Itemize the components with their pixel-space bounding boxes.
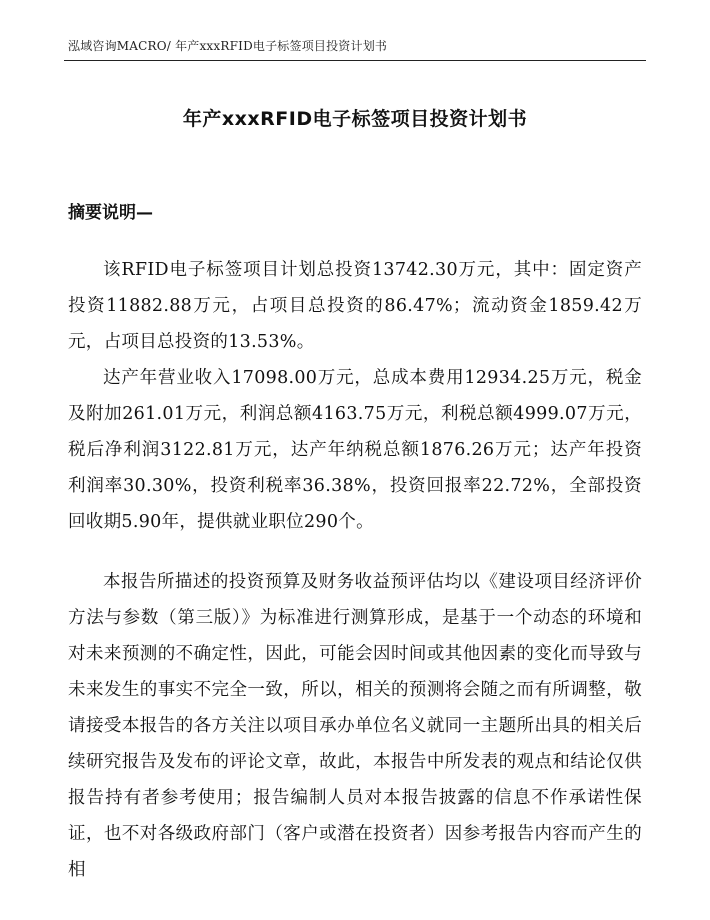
header-divider [64,60,646,61]
paragraph-disclaimer: 本报告所描述的投资预算及财务收益预评估均以《建设项目经济评价方法与参数（第三版）》为标准进行测算形成，是基于一个动态的环境和对未来预测的不确定性，因此，可能会因时间或其他因素的变化而导致与未来发生的事实不完全一致，所以，相关的预测将会随之而有所调整，敬请接受本报告的各方关注以项目承办单位名义就同一主题所出具的相关后续研究报告及发布的评论文章，故此，本报告中所发表的观点和结论仅供报告持有者参考使用；报告编制人员对本报告披露的信息不作承诺性保证，也不对各级政府部门（客户或潜在投资者）因参考报告内容而产生的相 [68,572,642,880]
document-title: 年产xxxRFID电子标签项目投资计划书 [182,108,528,130]
paragraph-financial-indicators: 达产年营业收入17098.00万元，总成本费用12934.25万元，税金及附加261.01万元，利润总额4163.75万元，利税总额4999.07万元，税后净利润3122.81万元，达产年纳税总额1876.26万元；达产年投资利润率30.30%，投资利税率36.38%，投资回报率22.72%，全部投资回收期5.90年，提供就业职位290个。 [68,368,642,532]
page-header-breadcrumb: 泓域咨询MACRO/ 年产xxxRFID电子标签项目投资计划书 [68,39,388,53]
paragraph-investment-summary: 该RFID电子标签项目计划总投资13742.30万元，其中：固定资产投资11882.88万元，占项目总投资的86.47%；流动资金1859.42万元，占项目总投资的13.53%。 [68,260,642,352]
section-heading: 摘要说明— [68,203,153,223]
